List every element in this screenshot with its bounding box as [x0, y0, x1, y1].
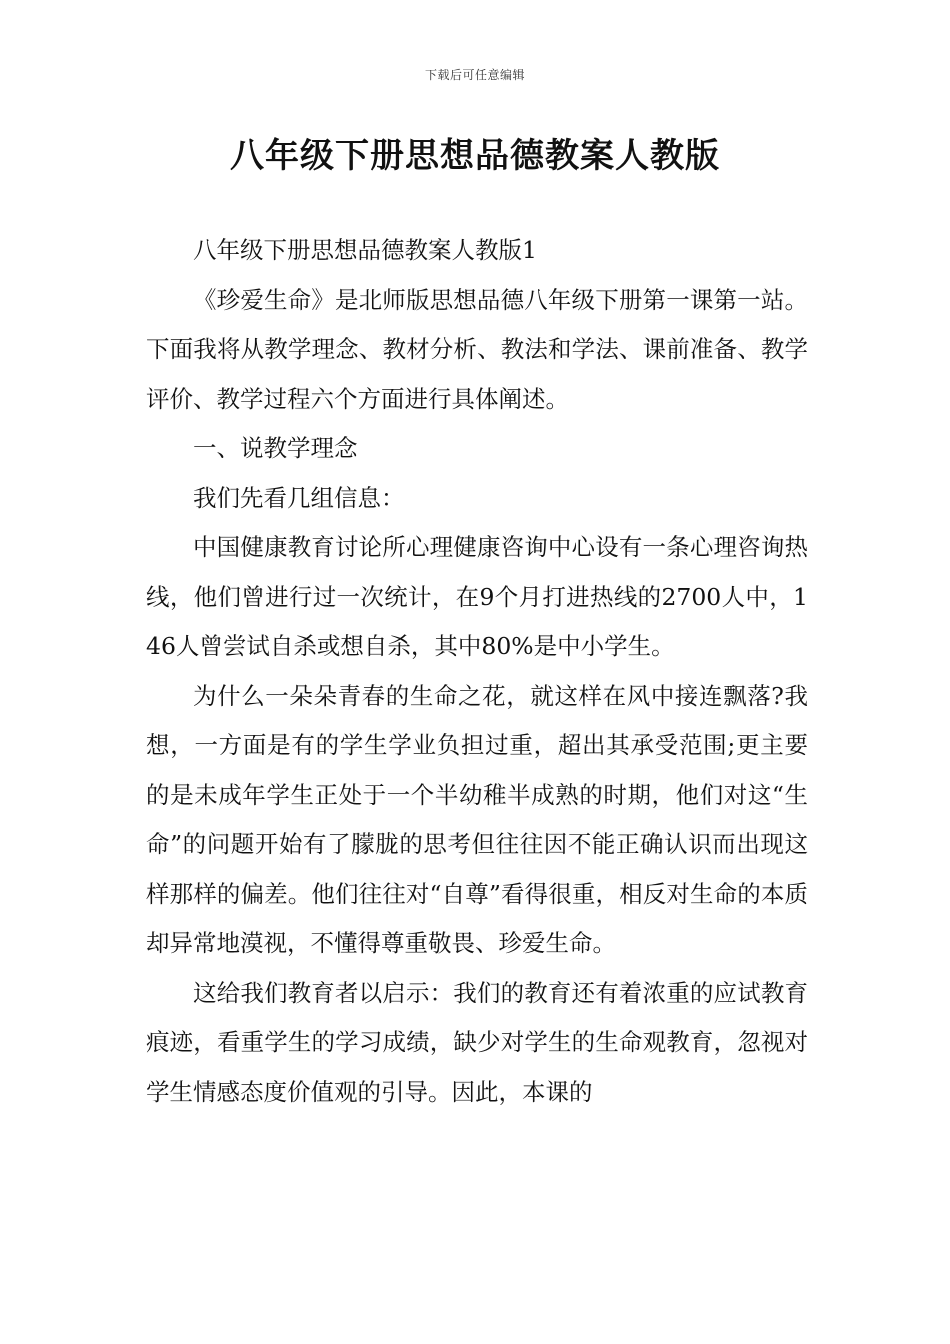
paragraph-intro: 《珍爱生命》是北师版思想品德八年级下册第一课第一站。下面我将从教学理念、教材分析、教法和学法、课前准备、教学评价、教学过程六个方面进行具体阐述。 [146, 285, 808, 413]
paragraph: 为什么一朵朵青春的生命之花，就这样在风中接连飘落?我想，一方面是有的学生学业负担过重，超出其承受范围;更主要的是未成年学生正处于一个半幼稚半成熟的时期，他们对这“生命”的问题开始有了朦胧的思考但往往因不能正确认识而出现这样那样的偏差。他们往往对“自尊”看得很重，相反对生命的本质却异常地漠视，不懂得尊重敬畏、珍爱生命。 [146, 681, 808, 957]
section-heading: 一、说教学理念 [193, 434, 358, 462]
document-body [146, 226, 808, 1117]
header-note: 下载后可任意编辑 [424, 68, 525, 82]
paragraph-subtitle: 八年级下册思想品德教案人教版1 [193, 236, 537, 264]
paragraph: 这给我们教育者以启示：我们的教育还有着浓重的应试教育痕迹，看重学生的学习成绩，缺少对学生的生命观教育，忽视对学生情感态度价值观的引导。因此，本课的 [146, 978, 808, 1106]
paragraph: 我们先看几组信息： [193, 483, 405, 512]
paragraph: 中国健康教育讨论所心理健康咨询中心设有一条心理咨询热线，他们曾进行过一次统计，在9个月打进热线的2700人中，146人曾尝试自杀或想自杀，其中80%是中小学生。 [146, 533, 808, 660]
document-title: 八年级下册思想品德教案人教版 [230, 136, 720, 176]
